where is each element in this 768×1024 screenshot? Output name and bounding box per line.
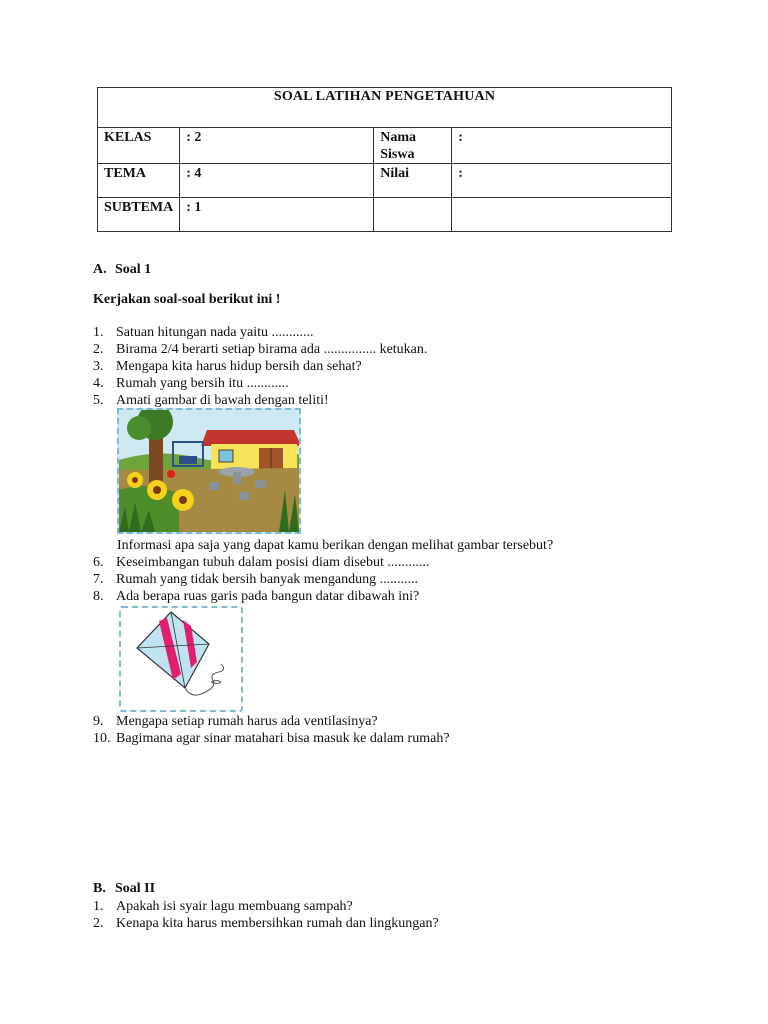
kite-shape-image	[121, 608, 241, 710]
question-text: Birama 2/4 berarti setiap birama ada ............... ketukan.	[116, 342, 428, 357]
section-a-marker: A.	[93, 262, 107, 277]
kelas-value: : 2	[186, 130, 202, 145]
section-a-title: Soal 1	[115, 262, 152, 277]
question-number: 6.	[93, 555, 104, 570]
question-number: 5.	[93, 393, 104, 408]
question-number: 2.	[93, 916, 104, 931]
garden-house-illustration	[117, 408, 301, 534]
question-number: 3.	[93, 359, 104, 374]
question-number: 9.	[93, 714, 104, 729]
tema-label: TEMA	[104, 166, 146, 181]
header-row-kelas	[98, 128, 672, 164]
nilai-label: Nilai	[380, 166, 410, 181]
section-b-title: Soal II	[115, 881, 156, 896]
garden-scene-image	[119, 410, 299, 532]
question-text: Bagimana agar sinar matahari bisa masuk ke dalam rumah?	[116, 731, 450, 746]
question-5-followup: Informasi apa saja yang dapat kamu berikan dengan melihat gambar tersebut?	[117, 538, 554, 553]
section-a-instruction: Kerjakan soal-soal berikut ini !	[93, 292, 281, 307]
question-number: 7.	[93, 572, 104, 587]
header-row-subtema	[98, 198, 672, 232]
nama-siswa-label: Nama Siswa	[380, 130, 417, 162]
kite-illustration	[119, 606, 243, 712]
worksheet-title: SOAL LATIHAN PENGETAHUAN	[98, 88, 672, 128]
empty-value-cell	[452, 198, 671, 199]
question-text: Apakah isi syair lagu membuang sampah?	[116, 899, 353, 914]
question-text: Amati gambar di bawah dengan teliti!	[116, 393, 329, 408]
header-table	[97, 87, 672, 232]
question-number: 10.	[93, 731, 111, 746]
nama-siswa-value: :	[458, 130, 463, 145]
header-row-tema	[98, 164, 672, 198]
section-a-heading	[93, 262, 151, 278]
subtema-label: SUBTEMA	[104, 200, 174, 215]
subtema-value: : 1	[186, 200, 202, 215]
nilai-value: :	[458, 166, 463, 181]
section-b-marker: B.	[93, 881, 106, 896]
kelas-label: KELAS	[104, 130, 152, 145]
question-number: 1.	[93, 899, 104, 914]
question-number: 1.	[93, 325, 104, 340]
tema-value: : 4	[186, 166, 202, 181]
empty-label-cell	[374, 198, 451, 199]
question-text: Keseimbangan tubuh dalam posisi diam disebut ............	[116, 555, 430, 570]
question-text: Mengapa setiap rumah harus ada ventilasinya?	[116, 714, 378, 729]
question-text: Kenapa kita harus membersihkan rumah dan lingkungan?	[116, 916, 439, 931]
question-text: Rumah yang tidak bersih banyak mengandung ...........	[116, 572, 419, 587]
question-text: Mengapa kita harus hidup bersih dan sehat?	[116, 359, 362, 374]
question-text: Ada berapa ruas garis pada bangun datar dibawah ini?	[116, 589, 420, 604]
question-text: Rumah yang bersih itu ............	[116, 376, 289, 391]
question-number: 4.	[93, 376, 104, 391]
question-text: Satuan hitungan nada yaitu ............	[116, 325, 314, 340]
question-number: 8.	[93, 589, 104, 604]
question-number: 2.	[93, 342, 104, 357]
section-b-heading	[93, 881, 155, 897]
